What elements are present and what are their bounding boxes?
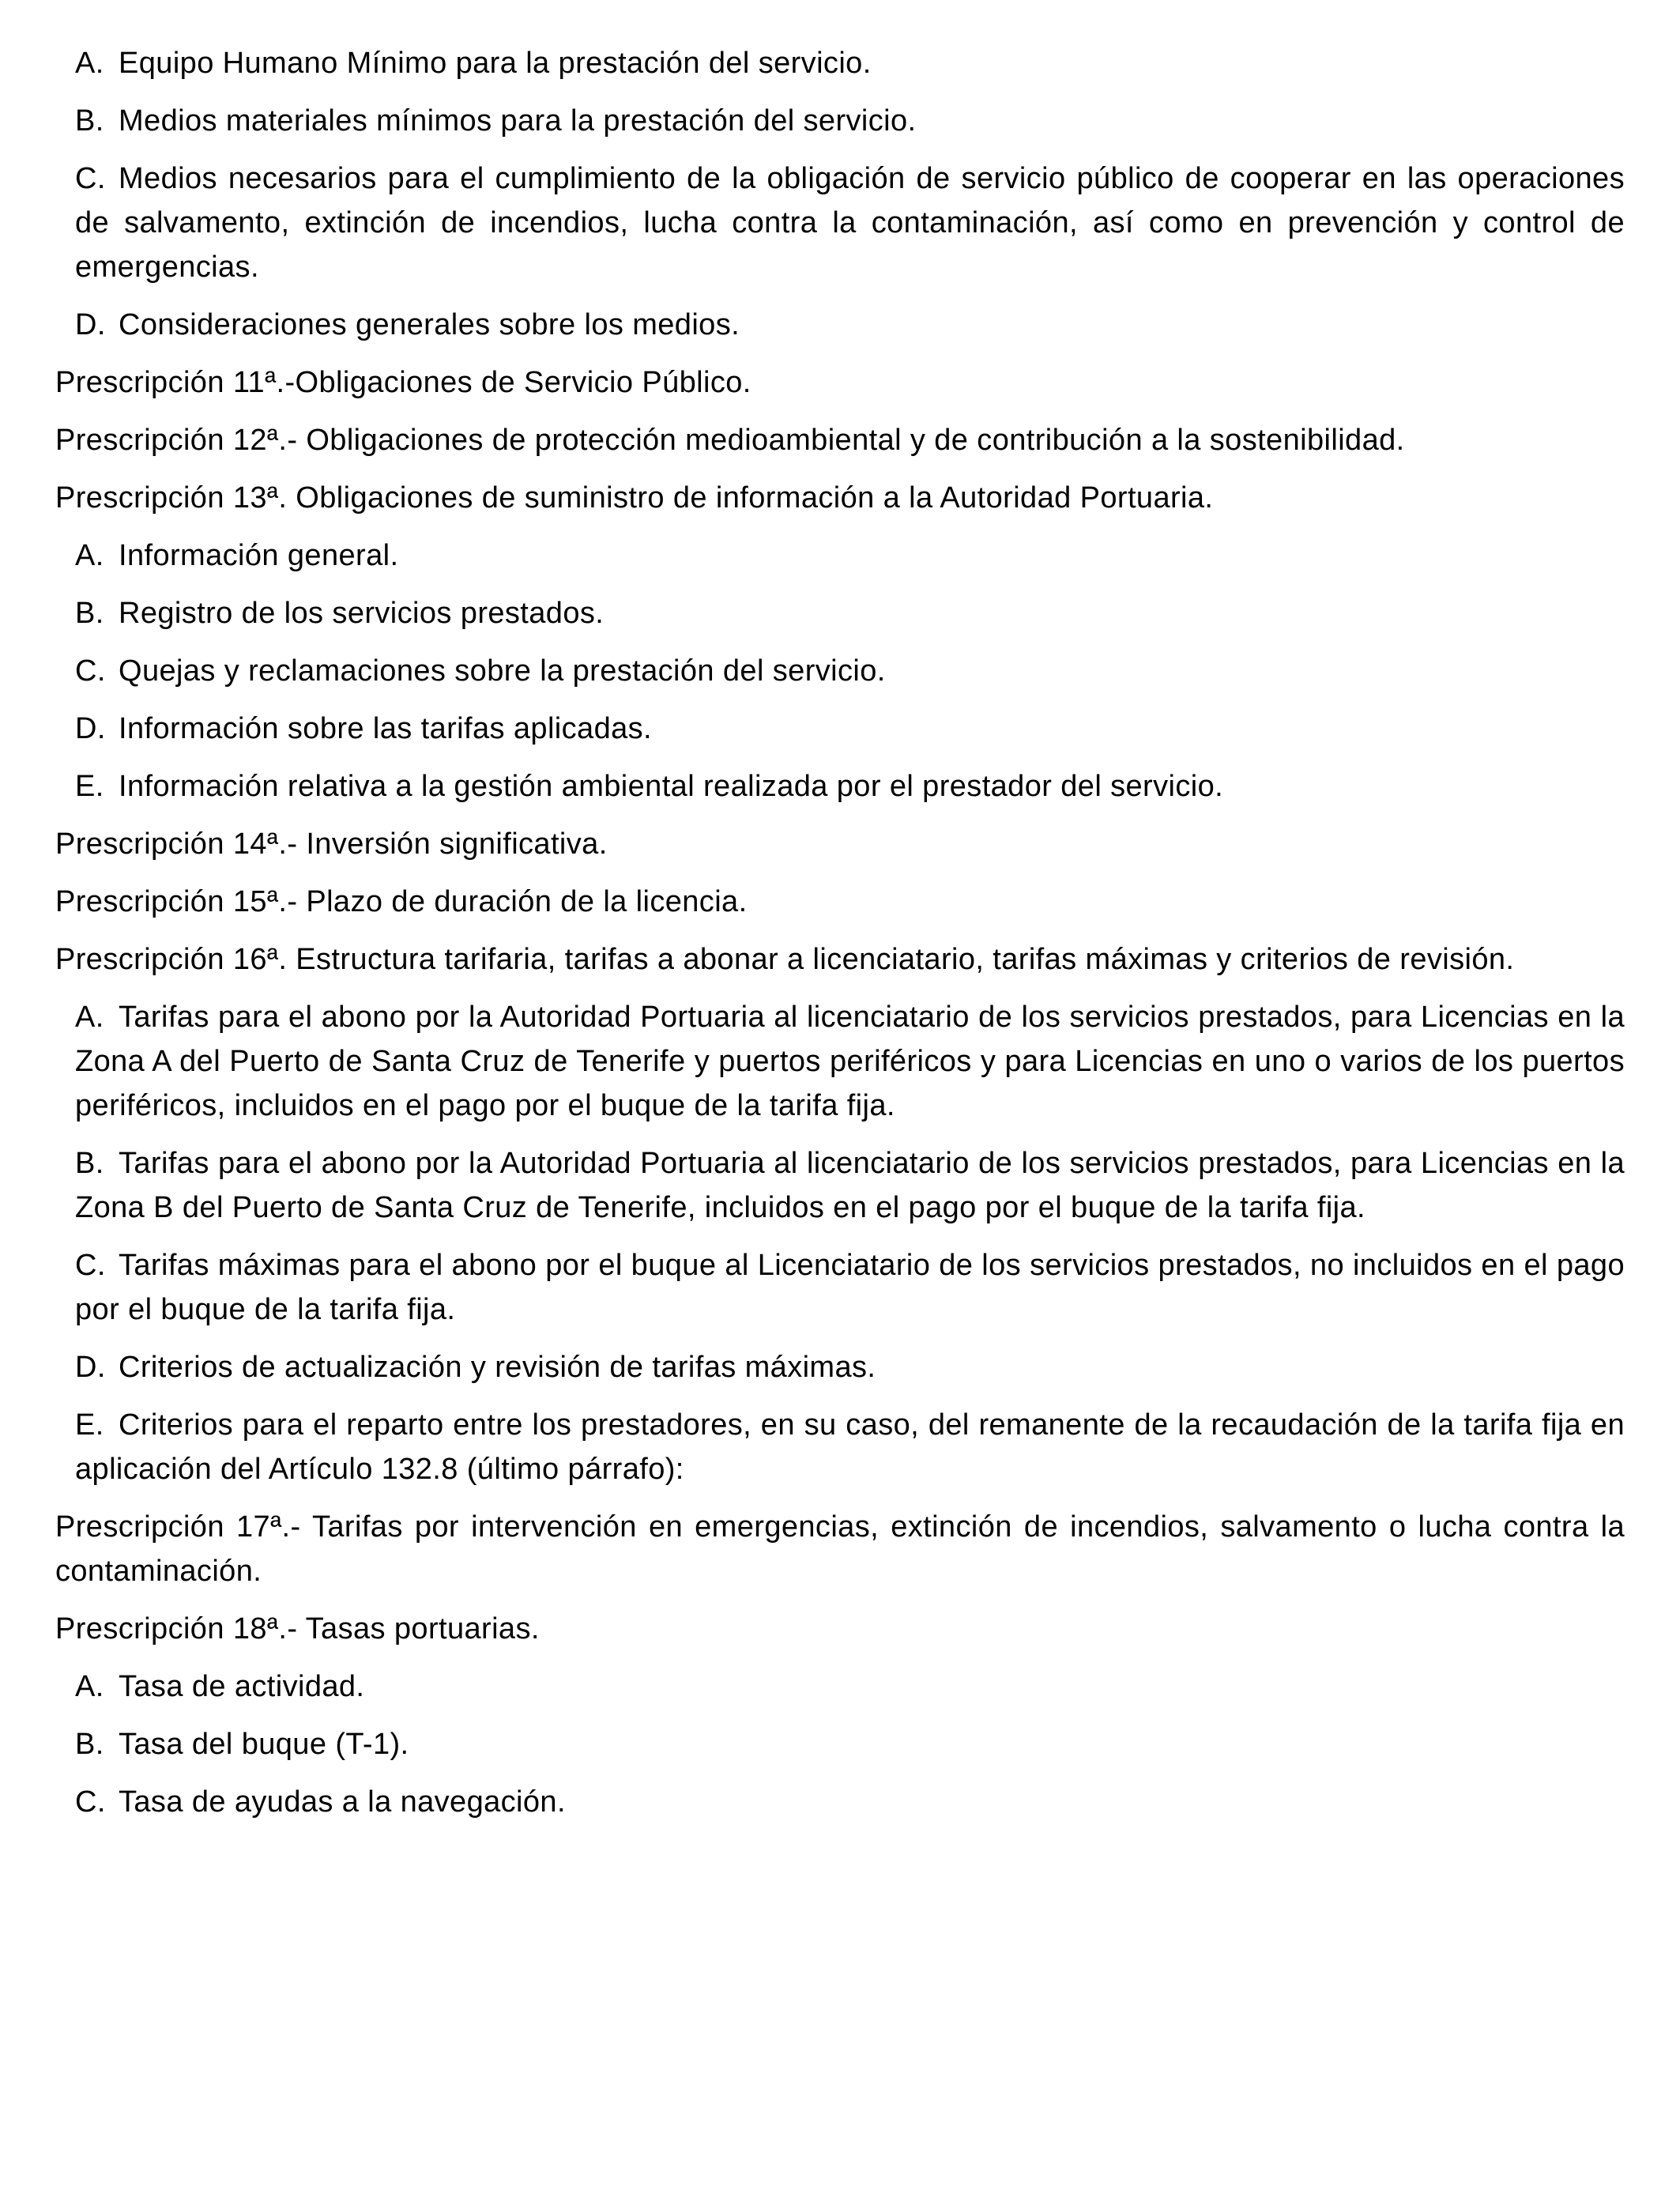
item-text: Tasa de actividad. <box>119 1670 365 1703</box>
prescription-heading: Prescripción 11ª.-Obligaciones de Servicio Público. <box>55 366 751 399</box>
prescription-heading: Prescripción 14ª.- Inversión significativa. <box>55 827 608 861</box>
list-item <box>75 591 1625 635</box>
item-text: Equipo Humano Mínimo para la prestación del servicio. <box>119 47 872 80</box>
prescription-heading: Prescripción 18ª.- Tasas portuarias. <box>55 1612 540 1646</box>
prescription-heading: Prescripción 16ª. Estructura tarifaria, tarifas a abonar a licenciatario, tarifas máximas y criterios de revisión. <box>55 943 1515 976</box>
item-letter: C. <box>75 162 106 195</box>
item-letter: A. <box>75 539 104 572</box>
prescription-heading: Prescripción 12ª.- Obligaciones de protección medioambiental y de contribución a la sostenibilidad. <box>55 424 1405 457</box>
item-text: Medios necesarios para el cumplimiento de la obligación de servicio público de cooperar en las operaciones de salvamento, extinción de incendios, lucha contra la contaminación, así como en prevención y control de emergencias. <box>75 162 1625 284</box>
prescription-heading: Prescripción 17ª.- Tarifas por intervención en emergencias, extinción de incendios, salvamento o lucha contra la contaminación. <box>55 1510 1625 1588</box>
item-text: Tarifas para el abono por la Autoridad Portuaria al licenciatario de los servicios prestados, para Licencias en la Zona B del Puerto de Santa Cruz de Tenerife, incluidos en el pago por el buque de la tarifa fija. <box>75 1147 1625 1224</box>
list-item <box>75 1780 1625 1824</box>
list-item <box>75 1243 1625 1332</box>
item-text: Tarifas para el abono por la Autoridad Portuaria al licenciatario de los servicios prestados, para Licencias en la Zona A del Puerto de Santa Cruz de Tenerife y puertos periféricos y para Licencias en uno o varios de los puertos periféricos, incluidos en el pago por el buque de la tarifa fija. <box>75 1001 1625 1122</box>
item-letter: B. <box>75 1147 104 1180</box>
list-item <box>75 1403 1625 1491</box>
prescription-heading: Prescripción 13ª. Obligaciones de suministro de información a la Autoridad Portuaria. <box>55 481 1214 515</box>
list-item <box>75 156 1625 289</box>
item-text: Tarifas máximas para el abono por el buque al Licenciatario de los servicios prestados, no incluidos en el pago por el buque de la tarifa fija. <box>75 1249 1625 1326</box>
item-letter: B. <box>75 104 104 138</box>
item-text: Consideraciones generales sobre los medios. <box>119 308 740 341</box>
item-letter: A. <box>75 1670 104 1703</box>
item-letter: A. <box>75 1001 104 1034</box>
item-letter: D. <box>75 308 106 341</box>
prescription-heading: Prescripción 15ª.- Plazo de duración de la licencia. <box>55 885 748 918</box>
list-item <box>75 1722 1625 1766</box>
item-letter: C. <box>75 654 106 688</box>
item-letter: A. <box>75 47 104 80</box>
list-item <box>75 533 1625 578</box>
list-item <box>75 1141 1625 1230</box>
item-text: Criterios para el reparto entre los prestadores, en su caso, del remanente de la recaudación de la tarifa fija en aplicación del Artículo 132.8 (último párrafo): <box>75 1408 1625 1486</box>
list-item <box>75 764 1625 809</box>
item-letter: B. <box>75 597 104 630</box>
item-text: Tasa de ayudas a la navegación. <box>119 1785 566 1819</box>
list-item <box>75 995 1625 1128</box>
list-item <box>75 1345 1625 1389</box>
item-text: Información sobre las tarifas aplicadas. <box>119 712 652 745</box>
item-letter: C. <box>75 1785 106 1819</box>
item-letter: E. <box>75 770 104 803</box>
item-text: Quejas y reclamaciones sobre la prestación del servicio. <box>119 654 886 688</box>
item-text: Criterios de actualización y revisión de tarifas máximas. <box>119 1351 876 1384</box>
list-item <box>75 707 1625 751</box>
list-item <box>75 99 1625 143</box>
item-text: Medios materiales mínimos para la prestación del servicio. <box>119 104 917 138</box>
list-item <box>75 41 1625 85</box>
item-text: Tasa del buque (T-1). <box>119 1728 409 1761</box>
item-letter: E. <box>75 1408 104 1442</box>
item-letter: D. <box>75 1351 106 1384</box>
item-letter: D. <box>75 712 106 745</box>
list-item <box>75 303 1625 347</box>
list-item <box>75 1664 1625 1709</box>
item-text: Información relativa a la gestión ambiental realizada por el prestador del servicio. <box>119 770 1224 803</box>
list-item <box>75 649 1625 693</box>
item-letter: B. <box>75 1728 104 1761</box>
item-text: Información general. <box>119 539 399 572</box>
item-text: Registro de los servicios prestados. <box>119 597 605 630</box>
item-letter: C. <box>75 1249 106 1282</box>
